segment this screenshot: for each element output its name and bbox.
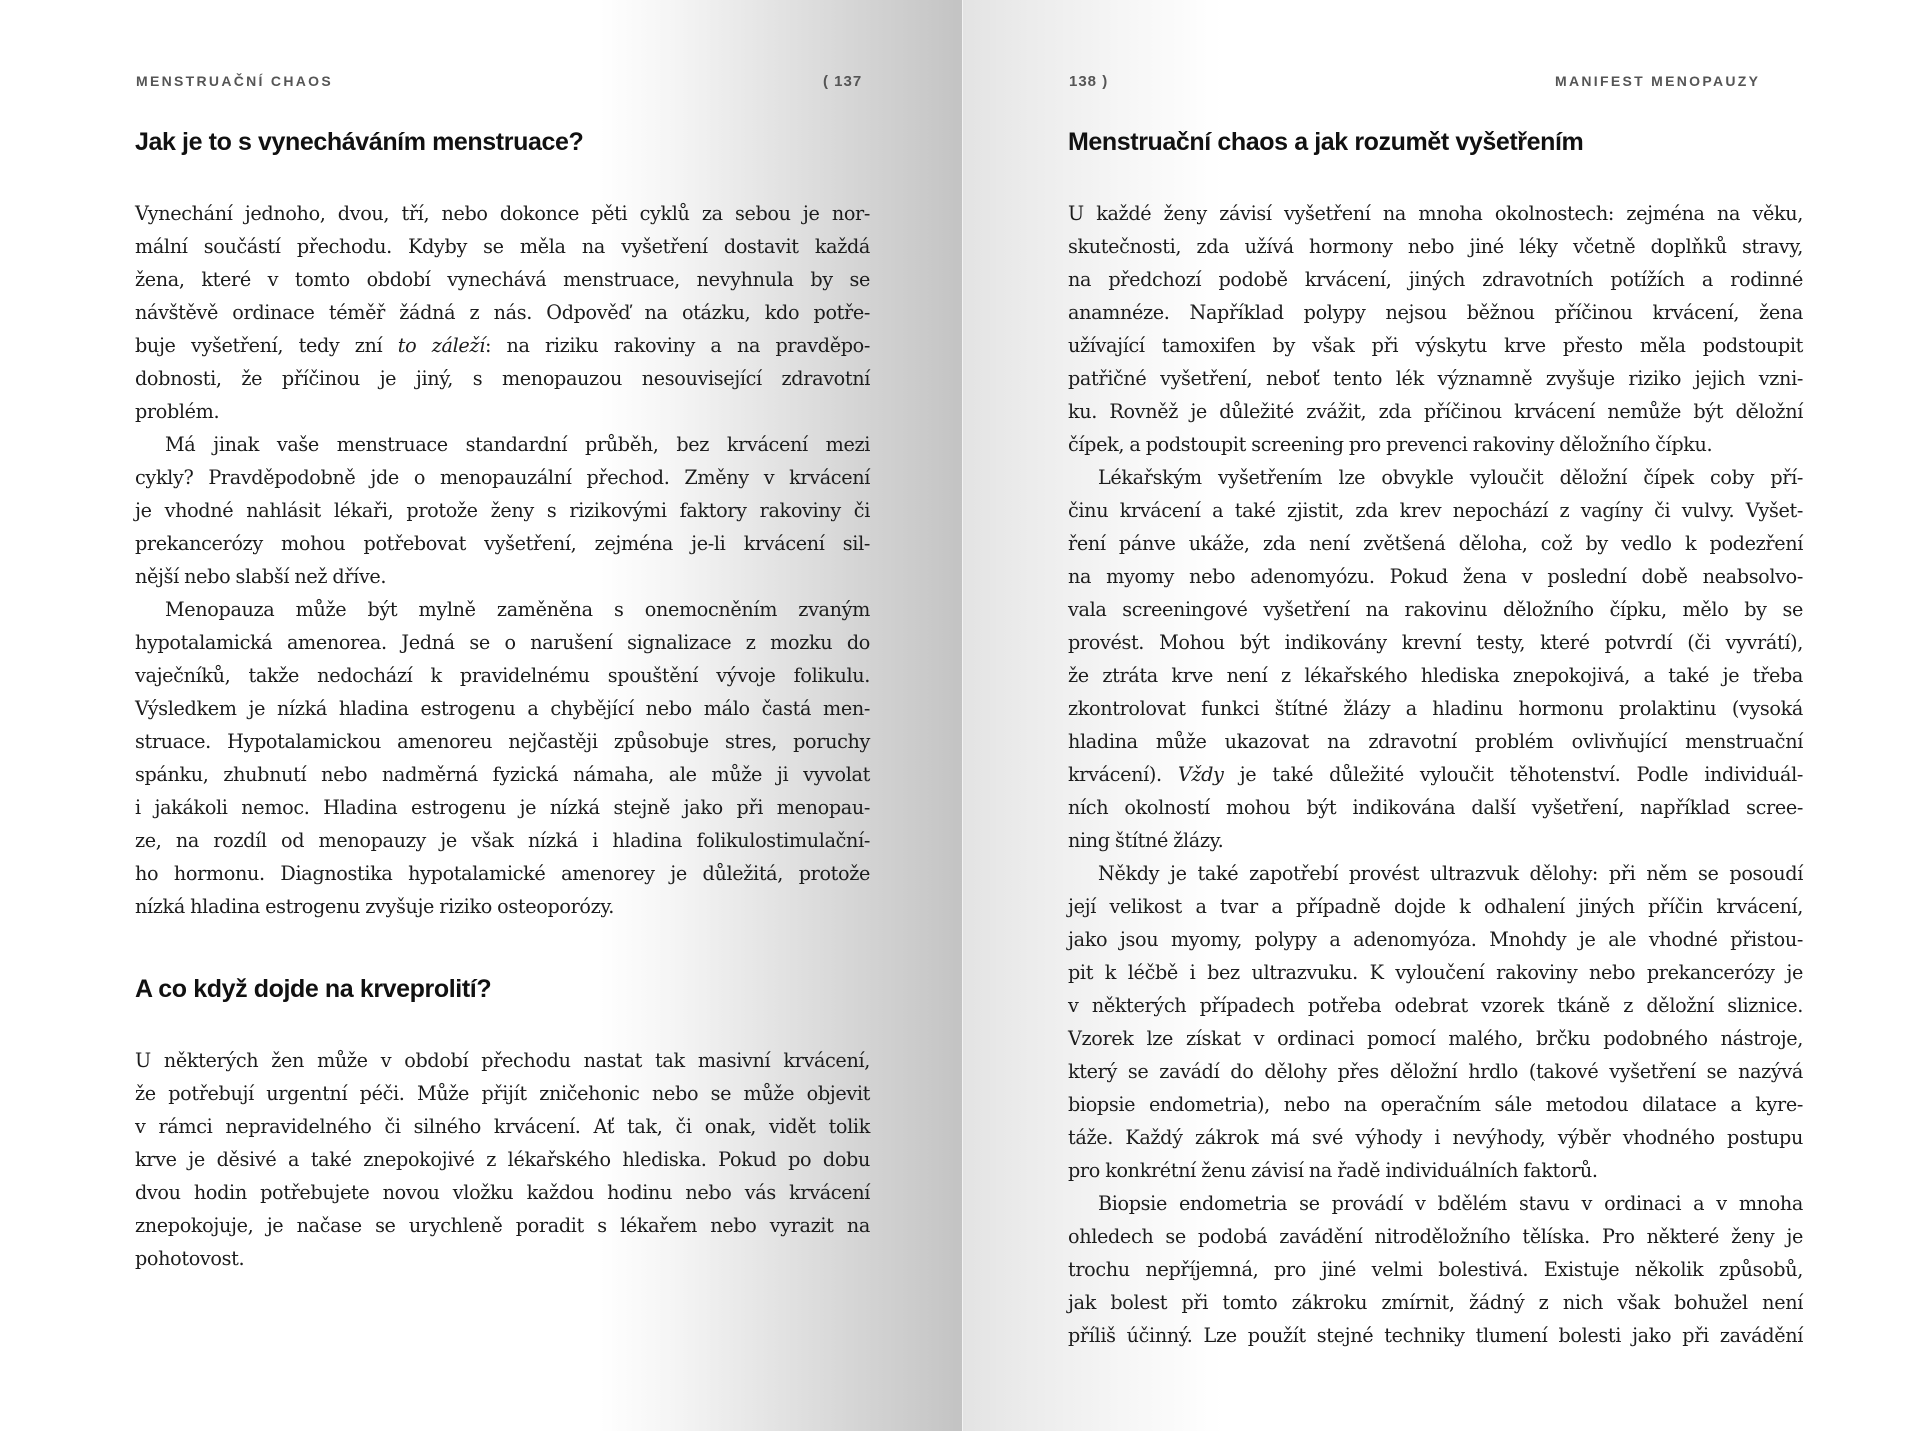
- paragraph: [1068, 197, 1803, 461]
- text-line: skutečnosti, zda užívá hormony nebo jiné léky včetně doplňků stravy,: [1068, 235, 1803, 258]
- right-text-block: [1068, 197, 1803, 1352]
- text-line: v některých případech potřeba odebrat vzorek tkáně z děložní sliznice.: [1068, 994, 1803, 1017]
- text-line: ohledech se podobá zavádění nitroděložního tělíska. Pro některé ženy je: [1068, 1225, 1803, 1248]
- italic-phrase: to záleží: [397, 334, 485, 357]
- paragraph: [135, 197, 870, 428]
- text-line: i jakákoli nemoc. Hladina estrogenu je nízká stejně jako při menopau-: [135, 796, 870, 819]
- text-line: vala screeningové vyšetření na rakovinu děložního čípku, mělo by se: [1068, 598, 1803, 621]
- text-line: návštěvě ordinace téměř žádná z nás. Odpověď na otázku, kdo potře-: [135, 301, 870, 324]
- right-page: [963, 0, 1925, 1431]
- text-run: je také důležité vyloučit těhotenství. Podle individuál-: [1223, 763, 1803, 786]
- text-line: který se zavádí do dělohy přes děložní hrdlo (takové vyšetření se nazývá: [1068, 1060, 1803, 1083]
- text-line: anamnéze. Například polypy nejsou běžnou příčinou krvácení, žena: [1068, 301, 1803, 324]
- text-line: Lékařským vyšetřením lze obvykle vyloučit děložní čípek coby pří-: [1098, 466, 1803, 489]
- text-line: jak bolest při tomto zákroku zmírnit, žádný z nich však bohužel není: [1068, 1291, 1803, 1314]
- text-line: provést. Mohou být indikovány krevní testy, které potvrdí (či vyvrátí),: [1068, 631, 1803, 654]
- page-number-right: 138 ): [1069, 73, 1109, 90]
- text-line: trochu nepříjemná, pro jiné velmi bolestivá. Existuje několik způsobů,: [1068, 1258, 1803, 1281]
- text-line: pohotovost.: [135, 1247, 245, 1270]
- text-line: spánku, zhubnutí nebo nadměrná fyzická námaha, ale může ji vyvolat: [135, 763, 870, 786]
- left-page: [0, 0, 962, 1431]
- text-line: ních okolností mohou být indikována další vyšetření, například scree-: [1068, 796, 1803, 819]
- text-line: že ztráta krve není z lékařského hlediska znepokojivá, a také je třeba: [1068, 664, 1803, 687]
- left-text-block-1: [135, 197, 870, 923]
- text-run: : na riziku rakoviny a na pravděpo-: [484, 334, 870, 357]
- text-line: v rámci nepravidelného či silného krvácení. Ať tak, či onak, vidět tolik: [135, 1115, 870, 1138]
- text-line: biopsie endometria), nebo na operačním sále metodou dilatace a kyre-: [1068, 1093, 1803, 1116]
- paragraph: [135, 428, 870, 593]
- page-number-left: ( 137: [823, 73, 863, 90]
- text-line: ření pánve ukáže, zda není zvětšená děloha, což by vedlo k podezření: [1068, 532, 1803, 555]
- italic-phrase: Vždy: [1177, 763, 1224, 786]
- text-line: Má jinak vaše menstruace standardní průběh, bez krvácení mezi: [165, 433, 870, 456]
- text-line: ze, na rozdíl od menopauzy je však nízká i hladina folikulostimulační-: [135, 829, 870, 852]
- text-line: dvou hodin potřebujete novou vložku každou hodinu nebo vás krvácení: [135, 1181, 870, 1204]
- text-line: činu krvácení a také zjistit, zda krev nepochází z vagíny či vulvy. Vyšet-: [1068, 499, 1803, 522]
- text-run: buje vyšetření, tedy zní: [135, 334, 398, 357]
- text-line: pro konkrétní ženu závisí na řadě individuálních faktorů.: [1068, 1159, 1598, 1182]
- text-line: že potřebují urgentní péči. Může přijít zničehonic nebo se může objevit: [135, 1082, 870, 1105]
- text-line: Vynechání jednoho, dvou, tří, nebo dokonce pěti cyklů za sebou je nor-: [135, 202, 870, 225]
- text-line: nízká hladina estrogenu zvyšuje riziko osteoporózy.: [135, 895, 615, 918]
- paragraph: [1068, 1187, 1803, 1352]
- text-line: nější nebo slabší než dříve.: [135, 565, 387, 588]
- text-run: krvácení).: [1068, 763, 1178, 786]
- text-line: hladina může ukazovat na zdravotní problém ovlivňující menstruační: [1068, 730, 1803, 753]
- text-line: pit k léčbě i bez ultrazvuku. K vyloučení rakoviny nebo prekancerózy je: [1068, 961, 1803, 984]
- text-line: zkontrolovat funkci štítné žlázy a hladinu hormonu prolaktinu (vysoká: [1068, 697, 1803, 720]
- text-line: užívající tamoxifen by však při výskytu krve přesto měla podstoupit: [1068, 334, 1803, 357]
- text-line: čípek, a podstoupit screening pro prevenci rakoviny děložního čípku.: [1068, 433, 1713, 456]
- text-line: U každé ženy závisí vyšetření na mnoha okolnostech: zejména na věku,: [1068, 202, 1803, 225]
- text-line: patřičné vyšetření, neboť tento lék významně zvyšuje riziko jejich vzni-: [1068, 367, 1803, 390]
- running-head-right: MANIFEST MENOPAUZY: [1555, 73, 1761, 89]
- running-head-left: MENSTRUAČNÍ CHAOS: [136, 73, 333, 89]
- text-line: cykly? Pravděpodobně jde o menopauzální přechod. Změny v krvácení: [135, 466, 870, 489]
- text-line: ning štítné žlázy.: [1068, 829, 1224, 852]
- text-line: Někdy je také zapotřebí provést ultrazvuk dělohy: při něm se posoudí: [1098, 862, 1803, 885]
- text-line: ho hormonu. Diagnostika hypotalamické amenorey je důležitá, protože: [135, 862, 870, 885]
- paragraph: [135, 593, 870, 923]
- text-line: Biopsie endometria se provádí v bdělém stavu v ordinaci a v mnoha: [1098, 1192, 1803, 1215]
- text-line: na myomy nebo adenomyózu. Pokud žena v poslední době neabsolvo-: [1068, 565, 1803, 588]
- text-line: krve je děsivé a také znepokojivé z lékařského hlediska. Pokud po dobu: [135, 1148, 870, 1171]
- text-line: Vzorek lze získat v ordinaci pomocí malého, brčku podobného nástroje,: [1068, 1027, 1803, 1050]
- paragraph: [1068, 461, 1803, 857]
- text-line: na předchozí podobě krvácení, jiných zdravotních potížích a rodinné: [1068, 268, 1803, 291]
- section-heading-examinations: Menstruační chaos a jak rozumět vyšetřením: [1068, 128, 1584, 156]
- text-line: ku. Rovněž je důležité zvážit, zda příčinou krvácení nemůže být děložní: [1068, 400, 1803, 423]
- text-line: U některých žen může v období přechodu nastat tak masivní krvácení,: [135, 1049, 870, 1072]
- text-line: hypotalamická amenorea. Jedná se o narušení signalizace z mozku do: [135, 631, 870, 654]
- text-line: je vhodné nahlásit lékaři, protože ženy s rizikovými faktory rakoviny či: [135, 499, 870, 522]
- section-heading-heavy-bleeding: A co když dojde na krveprolití?: [135, 975, 492, 1003]
- text-line: její velikost a tvar a případně dojde k odhalení jiných příčin krvácení,: [1068, 895, 1803, 918]
- text-line: dobnosti, že příčinou je jiný, s menopauzou nesouvisející zdravotní: [135, 367, 870, 390]
- text-line: jako jsou myomy, polypy a adenomyóza. Mnohdy je ale vhodné přistou-: [1068, 928, 1803, 951]
- section-heading-missed-periods: Jak je to s vynecháváním menstruace?: [135, 128, 584, 156]
- left-text-block-2: [135, 1044, 870, 1275]
- paragraph: [1068, 857, 1803, 1187]
- text-line: struace. Hypotalamickou amenoreu nejčastěji způsobuje stres, poruchy: [135, 730, 870, 753]
- text-line: Výsledkem je nízká hladina estrogenu a chybějící nebo málo častá men-: [135, 697, 870, 720]
- text-line: prekancerózy mohou potřebovat vyšetření, zejména je-li krvácení sil-: [135, 532, 870, 555]
- text-line: [1068, 758, 1803, 791]
- text-line: táže. Každý zákrok má své výhody i nevýhody, výběr vhodného postupu: [1068, 1126, 1803, 1149]
- text-line: mální součástí přechodu. Kdyby se měla na vyšetření dostavit každá: [135, 235, 870, 258]
- paragraph: [135, 1044, 870, 1275]
- text-line: problém.: [135, 400, 220, 423]
- text-line: znepokojuje, je načase se urychleně poradit s lékařem nebo vyrazit na: [135, 1214, 870, 1237]
- text-line: vaječníků, takže nedochází k pravidelnému spouštění vývoje folikulu.: [135, 664, 870, 687]
- text-line: [135, 329, 870, 362]
- text-line: žena, které v tomto období vynechává menstruace, nevyhnula by se: [135, 268, 870, 291]
- text-line: příliš účinný. Lze použít stejné techniky tlumení bolesti jako při zavádění: [1068, 1324, 1803, 1347]
- text-line: Menopauza může být mylně zaměněna s onemocněním zvaným: [165, 598, 870, 621]
